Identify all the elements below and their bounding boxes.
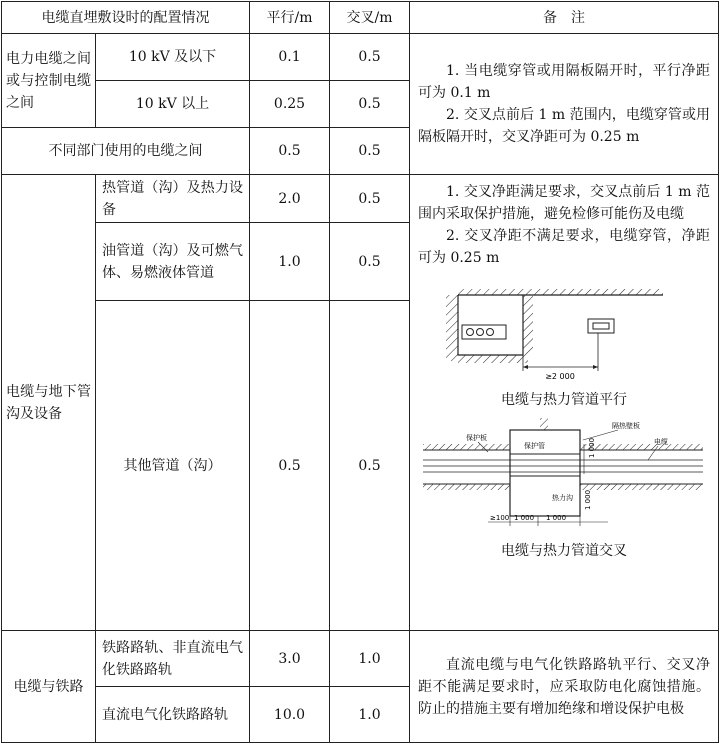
row-parallel: 2.0 — [250, 175, 330, 223]
note-line: 1. 交叉净距满足要求，交叉点前后 1 m 范围内采取保护措施，避免检修可能伤及电缆 — [418, 184, 710, 222]
row-cross: 1.0 — [330, 631, 410, 687]
header-parallel: 平行/m — [250, 2, 330, 34]
row-item: 热管道（沟）及热力设备 — [96, 175, 250, 223]
table-row — [2, 175, 719, 223]
table-header-row — [2, 2, 719, 34]
row-parallel: 1.0 — [250, 223, 330, 301]
group3-name: 电缆与铁路 — [2, 631, 96, 743]
row-cross: 0.5 — [330, 128, 410, 175]
dim-vertical: 1 000 — [588, 437, 596, 458]
label-insulation: 隔热壁板 — [612, 422, 640, 430]
row-cross: 0.5 — [330, 34, 410, 81]
row-parallel: 10.0 — [250, 687, 330, 743]
dim-vertical-2: 1 000 — [584, 489, 592, 510]
heat-pipe-parallel-diagram — [418, 275, 708, 383]
row-parallel: 0.5 — [250, 301, 330, 631]
cable-clearance-table — [1, 1, 719, 743]
header-remarks: 备 注 — [410, 2, 719, 34]
label-protect-pipe: 保护管 — [524, 442, 545, 450]
group3-note: 直流电缆与电气化铁路路轨平行、交叉净距不能满足要求时，应采取防电化腐蚀措施。防止的措施主要有增加绝缘和增设保护电极 — [410, 631, 719, 743]
row-item: 10 kV 及以下 — [96, 34, 250, 81]
row-item: 不同部门使用的电缆之间 — [2, 128, 250, 175]
header-cross: 交叉/m — [330, 2, 410, 34]
header-situation: 电缆直埋敷设时的配置情况 — [2, 2, 250, 34]
figure-parallel — [418, 275, 710, 410]
row-parallel: 0.1 — [250, 34, 330, 81]
row-cross: 0.5 — [330, 223, 410, 301]
dim-label: ≥2 000 — [545, 372, 575, 381]
dim-b: 1 000 — [546, 514, 567, 522]
row-item: 直流电气化铁路路轨 — [96, 687, 250, 743]
label-trench: 热力沟 — [552, 494, 573, 502]
group1-notes — [410, 34, 719, 175]
row-parallel: 3.0 — [250, 631, 330, 687]
figure-caption: 电缆与热力管道交叉 — [501, 543, 627, 559]
table-row — [2, 34, 719, 81]
row-cross: 0.5 — [330, 175, 410, 223]
table-row — [2, 631, 719, 687]
heat-pipe-cross-diagram — [418, 414, 708, 534]
row-item: 油管道（沟）及可燃气体、易燃液体管道 — [96, 223, 250, 301]
row-item: 10 kV 以上 — [96, 81, 250, 128]
row-cross: 0.5 — [330, 81, 410, 128]
dim-min: ≥100 — [490, 514, 510, 522]
note-line: 1. 当电缆穿管或用隔板隔开时，平行净距可为 0.1 m — [418, 63, 710, 101]
note-line: 2. 交叉点前后 1 m 范围内，电缆穿管或用隔板隔开时，交叉净距可为 0.25 m — [418, 107, 710, 145]
group2-notes — [410, 175, 719, 631]
figure-caption: 电缆与热力管道平行 — [501, 392, 627, 408]
group2-name: 电缆与地下管沟及设备 — [2, 175, 96, 631]
group1-name: 电力电缆之间或与控制电缆之间 — [2, 34, 96, 128]
figure-cross — [418, 414, 710, 561]
row-parallel: 0.5 — [250, 128, 330, 175]
row-parallel: 0.25 — [250, 81, 330, 128]
row-cross: 1.0 — [330, 687, 410, 743]
label-protect-board: 保护板 — [466, 434, 487, 442]
label-cable: 电缆 — [654, 438, 668, 446]
dim-a: 1 000 — [514, 514, 535, 522]
note-line: 2. 交叉净距不满足要求，电缆穿管，净距可为 0.25 m — [418, 228, 710, 266]
row-item: 铁路路轨、非直流电气化铁路路轨 — [96, 631, 250, 687]
row-item: 其他管道（沟） — [96, 301, 250, 631]
row-cross: 0.5 — [330, 301, 410, 631]
